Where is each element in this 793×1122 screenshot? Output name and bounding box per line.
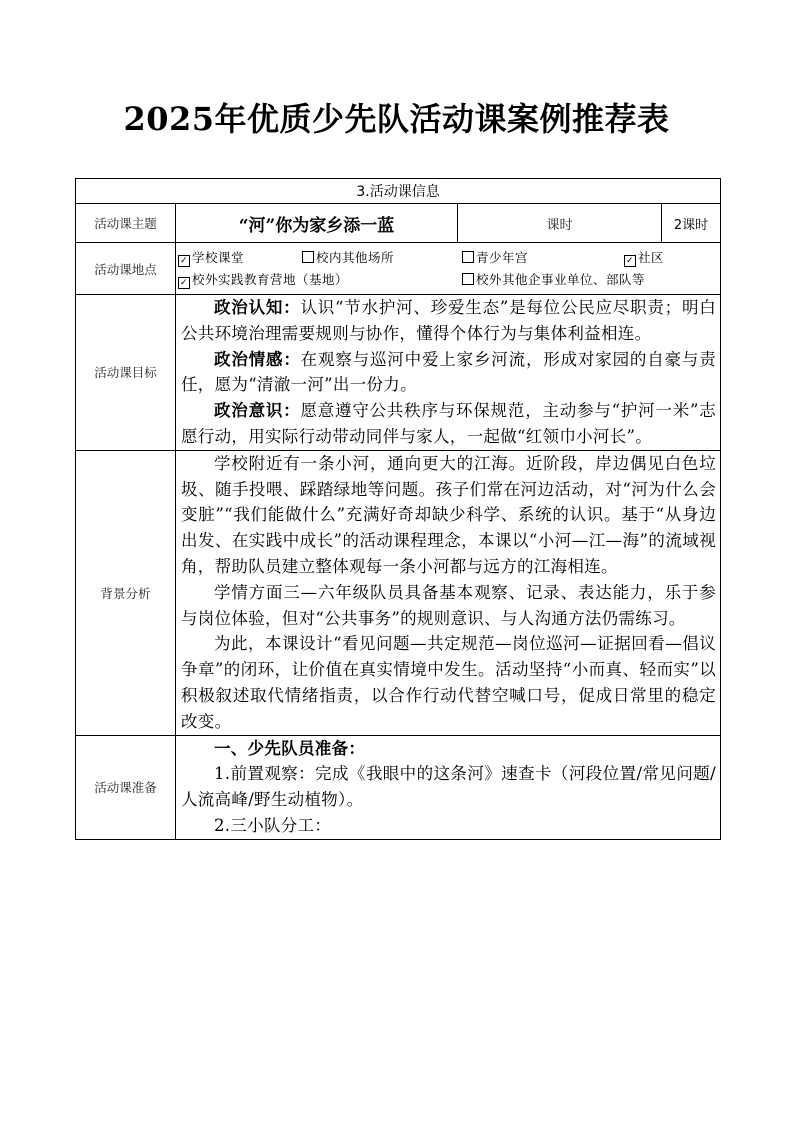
goal-cognition: 政治认知：认识“节水护河、珍爱生态”是每位公民应尽职责；明白公共环境治理需要规则与协作，懂得个体行为与集体利益相连。 — [181, 298, 717, 343]
background-content — [176, 450, 721, 735]
goal-awareness: 政治意识：愿意遵守公共秩序与环保规范，主动参与“护河一米”志愿行动，用实际行动带动同伴与家人，一起做“红领巾小河长”。 — [181, 401, 717, 446]
prep-item: 1.前置观察：完成《我眼中的这条河》速查卡（河段位置/常见问题/人流高峰/野生动植物）。 — [181, 764, 717, 810]
background-paragraph: 为此，本课设计“看见问题—共定规范—岗位巡河—证据回看—倡议争章”的闭环，让价值在真实情境中发生。活动坚持“小而真、轻而实”以积极叙述取代情绪指责，以合作行动代替空喊口号，促成日常里的稳定改变。 — [181, 634, 717, 731]
checkbox-empty-icon[interactable] — [302, 251, 314, 263]
prep-heading: 一、少先队员准备： — [214, 738, 366, 758]
location-option-other-units[interactable]: 校外其他企事业单位、部队等 — [462, 270, 720, 289]
prep-label: 活动课准备 — [76, 735, 176, 839]
hours-value: 2课时 — [662, 204, 721, 243]
prep-item: 2.三小队分工： — [214, 815, 332, 835]
prep-content — [176, 735, 721, 839]
location-option-school-classroom[interactable]: ✓ 学校课堂 — [179, 250, 245, 266]
location-option-practice-base[interactable]: ✓ 校外实践教育营地（基地） — [179, 272, 349, 288]
checkbox-checked-icon[interactable]: ✓ — [179, 256, 189, 266]
background-paragraph: 学情方面三—六年级队员具备基本观察、记录、表达能力，乐于参与岗位体验，但对“公共事务”的规则意识、与人沟通方法仍需练习。 — [181, 582, 717, 628]
topic-value: “河”你为家乡添一蓝 — [176, 204, 458, 243]
checkbox-empty-icon[interactable] — [462, 273, 474, 285]
hours-label: 课时 — [458, 204, 662, 243]
goal-emotion: 政治情感：在观察与巡河中爱上家乡河流，形成对家园的自豪与责任，愿为“清澈一河”出一份力。 — [181, 349, 717, 395]
background-paragraph: 学校附近有一条小河，通向更大的江海。近阶段，岸边偶见白色垃圾、随手投喂、踩踏绿地等问题。孩子们常在河边活动，对“河为什么会变脏”“我们能做什么”充满好奇却缺少科学、系统的认识。基于“从身边出发、在实践中成长”的活动课程理念，本课以“小河—江—海”的流域视角，帮助队员建立整体观每一条小河都与远方的江海相连。 — [181, 453, 717, 576]
location-option-youth-palace[interactable]: 青少年宫 — [462, 248, 624, 267]
goals-content — [176, 295, 721, 451]
checkbox-checked-icon[interactable]: ✓ — [625, 256, 635, 266]
location-label: 活动课地点 — [76, 243, 176, 295]
course-info-table — [75, 178, 721, 840]
checkbox-checked-icon[interactable]: ✓ — [179, 278, 189, 288]
page-title: 2025年优质少先队活动课案例推荐表 — [123, 100, 670, 138]
location-option-community[interactable]: ✓ 社区 — [625, 250, 665, 266]
background-label: 背景分析 — [76, 450, 176, 735]
goals-label: 活动课目标 — [76, 295, 176, 451]
location-options — [176, 243, 721, 295]
location-option-other-campus[interactable]: 校内其他场所 — [302, 248, 462, 267]
topic-label: 活动课主题 — [76, 204, 176, 243]
checkbox-empty-icon[interactable] — [462, 251, 474, 263]
section-header: 3.活动课信息 — [76, 179, 721, 204]
